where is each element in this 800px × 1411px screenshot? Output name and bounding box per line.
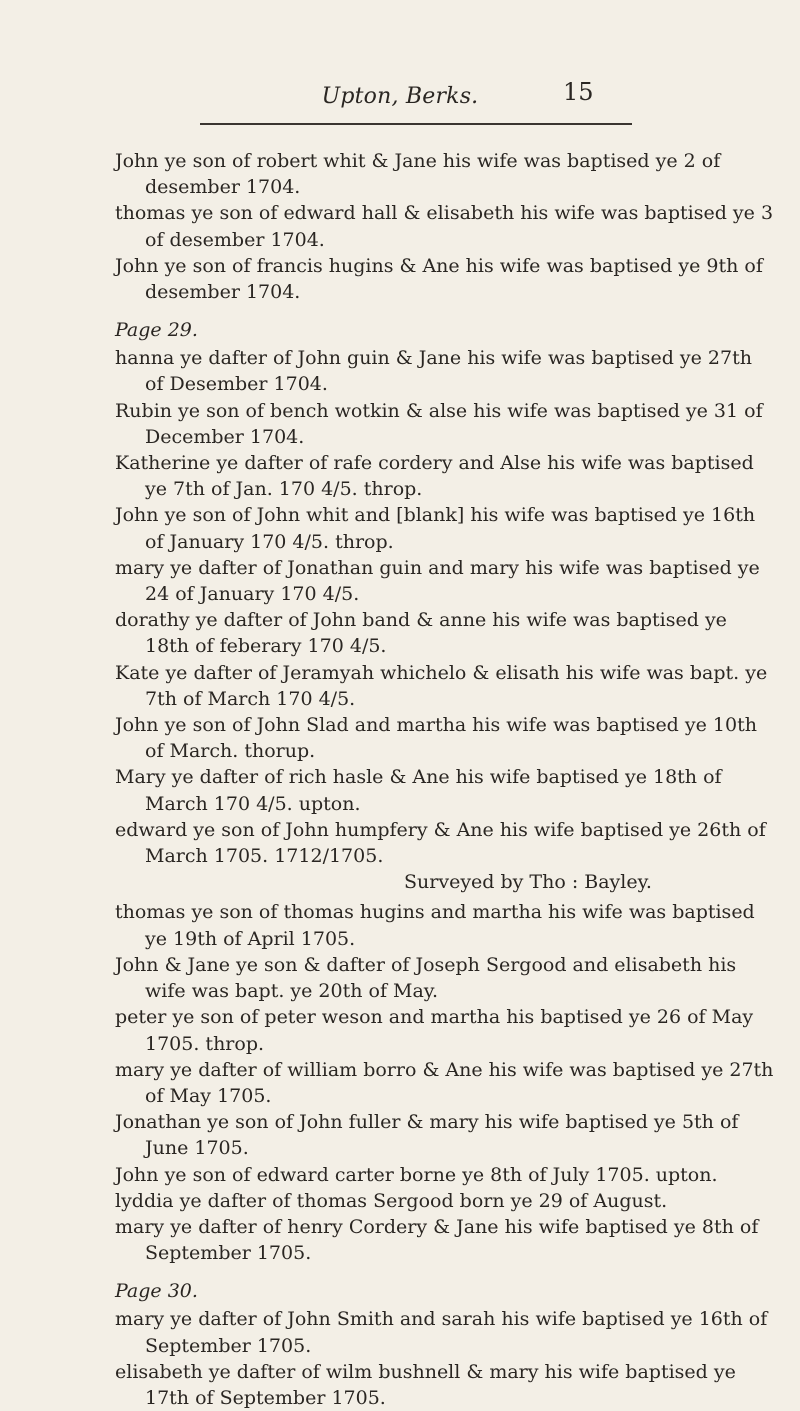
entries-group-c xyxy=(115,899,775,1266)
surveyed-note: Surveyed by Tho : Bayley. xyxy=(404,871,652,894)
header-rule xyxy=(200,123,632,125)
register-body xyxy=(115,148,775,1411)
page-label-30: Page 30. xyxy=(115,1280,198,1303)
page-number: 15 xyxy=(563,78,594,106)
register-entry: Jonathan ye son of John fuller & mary his wife baptised ye 5th of June 1705. xyxy=(115,1111,739,1160)
register-entry: John ye son of edward carter borne ye 8th of July 1705. upton. xyxy=(115,1163,718,1186)
register-entry: hanna ye dafter of John guin & Jane his wife was baptised ye 27th of Desember 1704. xyxy=(115,347,752,396)
register-entry: dorathy ye dafter of John band & anne his wife was baptised ye 18th of feberary 170 4/5. xyxy=(115,609,727,658)
register-entry: elisabeth ye dafter of wilm bushnell & mary his wife baptised ye 17th of September 1705. xyxy=(115,1360,736,1409)
register-entry: thomas ye son of edward hall & elisabeth his wife was baptised ye 3 of desember 1704. xyxy=(115,202,774,251)
entries-group-d xyxy=(115,1306,775,1411)
register-entry: peter ye son of peter weson and martha his baptised ye 26 of May 1705. throp. xyxy=(115,1006,754,1055)
entries-group-b xyxy=(115,345,775,869)
register-entry: mary ye dafter of william borro & Ane his wife was baptised ye 27th of May 1705. xyxy=(115,1058,774,1107)
register-entry: Mary ye dafter of rich hasle & Ane his wife baptised ye 18th of March 170 4/5. upton. xyxy=(115,766,722,815)
register-entry: mary ye dafter of henry Cordery & Jane his wife baptised ye 8th of September 1705. xyxy=(115,1215,759,1265)
register-entry: lyddia ye dafter of thomas Sergood born ye 29 of August. xyxy=(115,1189,668,1212)
register-entry: John ye son of francis hugins & Ane his wife was baptised ye 9th of desember 1704. xyxy=(115,254,763,304)
running-title: Upton, Berks. xyxy=(321,84,479,109)
register-entry: Katherine ye dafter of rafe cordery and Alse his wife was baptised ye 7th of Jan. 170 4/5. throp. xyxy=(115,452,754,501)
register-entry: Rubin ye son of bench wotkin & alse his wife was baptised ye 31 of December 1704. xyxy=(115,399,763,448)
register-entry: thomas ye son of thomas hugins and martha his wife was baptised ye 19th of April 1705. xyxy=(115,901,755,950)
register-entry: John ye son of John Slad and martha his wife was baptised ye 10th of March. thorup. xyxy=(115,714,757,763)
register-entry: John ye son of robert whit & Jane his wife was baptised ye 2 of desember 1704. xyxy=(115,150,721,199)
entries-group-a xyxy=(115,148,775,305)
register-entry: John ye son of John whit and [blank] his wife was baptised ye 16th of January 170 4/5. throp. xyxy=(115,504,756,553)
register-entry: mary ye dafter of Jonathan guin and mary his wife was baptised ye 24 of January 170 4/5. xyxy=(115,556,760,606)
register-entry: Kate ye dafter of Jeramyah whichelo & elisath his wife was bapt. ye 7th of March 170 4/5. xyxy=(115,661,768,710)
register-entry: edward ye son of John humpfery & Ane his wife baptised ye 26th of March 1705. 1712/1705. xyxy=(115,818,766,868)
register-entry: mary ye dafter of John Smith and sarah his wife baptised ye 16th of September 1705. xyxy=(115,1308,768,1357)
register-entry: John & Jane ye son & dafter of Joseph Sergood and elisabeth his wife was bapt. ye 20th of May. xyxy=(115,953,737,1003)
page-label-29: Page 29. xyxy=(115,319,198,342)
